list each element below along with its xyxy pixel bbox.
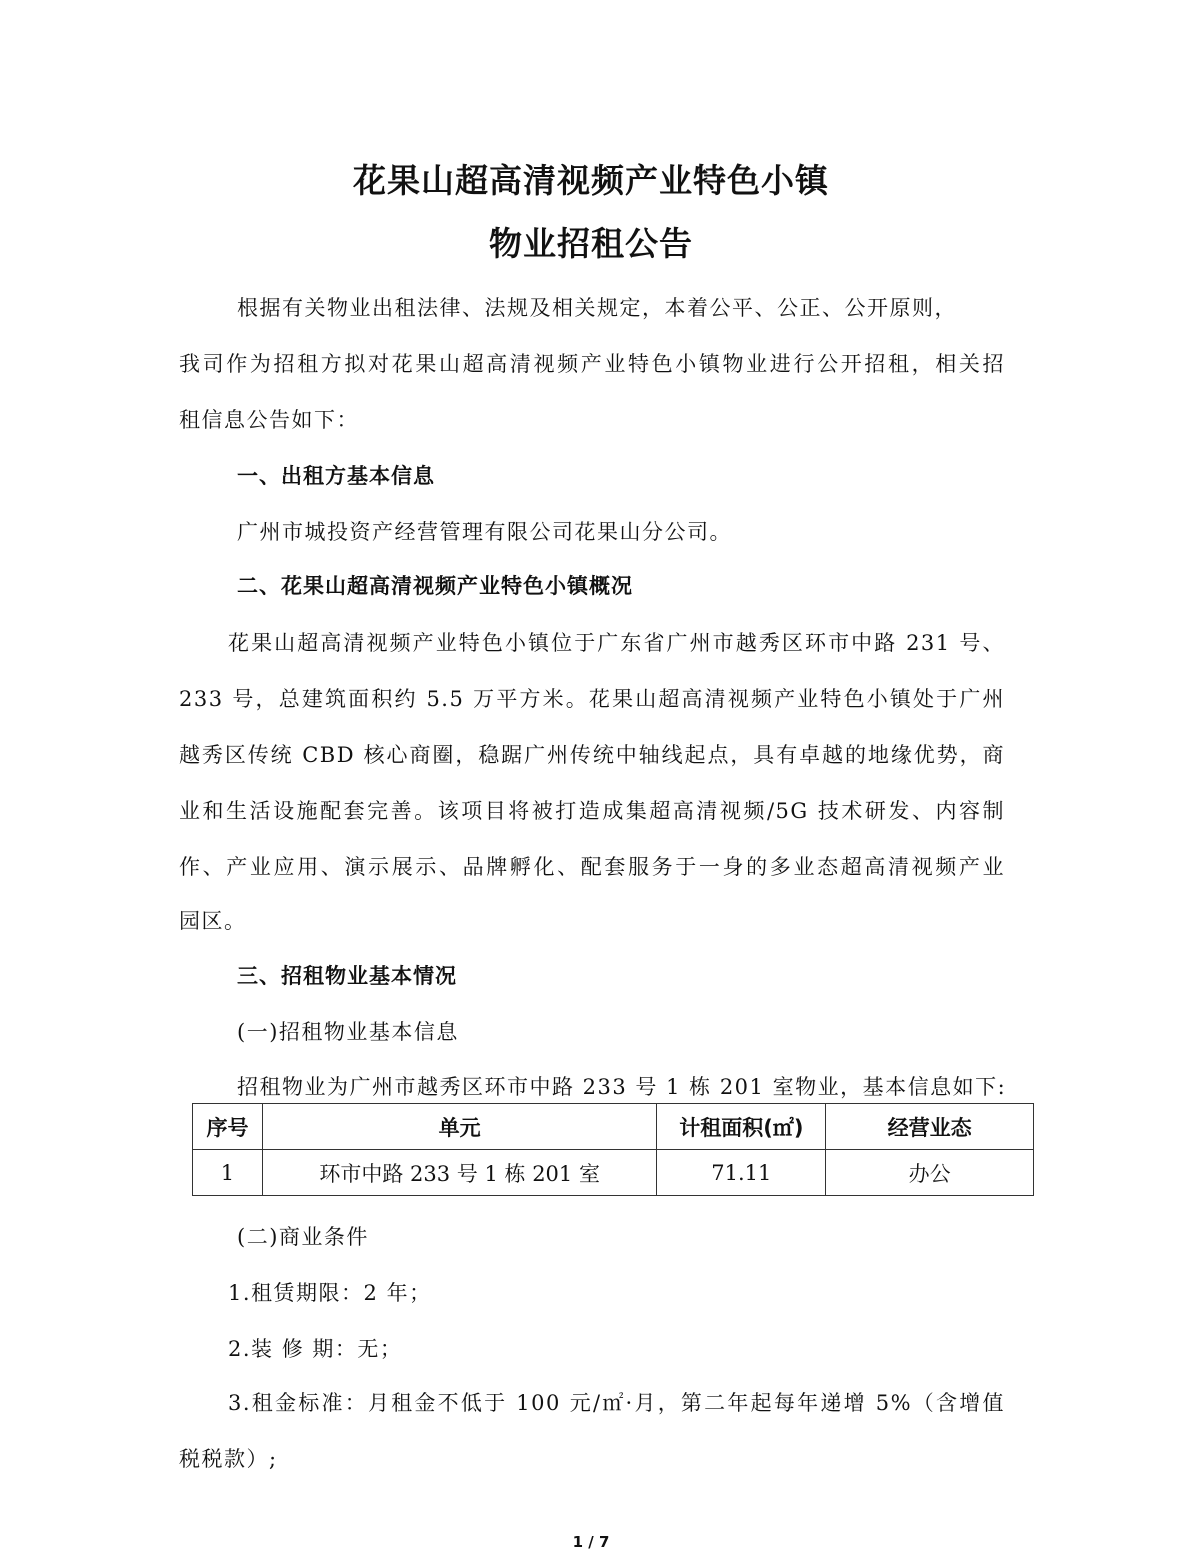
section3-sub1: (一)招租物业基本信息 xyxy=(237,1020,459,1044)
condition-item-1: 1.租赁期限：2 年； xyxy=(228,1281,432,1305)
table-header-row xyxy=(193,1104,1034,1150)
page-number: 1 / 7 xyxy=(572,1533,610,1551)
intro-line-1: 根据有关物业出租法律、法规及相关规定，本着公平、公正、公开原则， xyxy=(237,296,957,320)
section2-line-3: 越秀区传统 CBD 核心商圈，稳踞广州传统中轴线起点，具有卓越的地缘优势，商 xyxy=(179,743,1005,767)
condition-item-3: 3.租金标准：月租金不低于 100 元/㎡·月，第二年起每年递增 5%（含增值 xyxy=(228,1391,1005,1415)
section1-text: 广州市城投资产经营管理有限公司花果山分公司。 xyxy=(237,520,732,544)
doc-title-line1: 花果山超高清视频产业特色小镇 xyxy=(353,161,829,200)
table-header-cell: 单元 xyxy=(262,1104,656,1150)
section2-line-6: 园区。 xyxy=(179,909,247,933)
table-row xyxy=(193,1150,1034,1196)
doc-title-line2: 物业招租公告 xyxy=(489,224,693,263)
section2-line-5: 作、产业应用、演示展示、品牌孵化、配套服务于一身的多业态超高清视频产业 xyxy=(179,855,1005,879)
section2-line-2: 233 号，总建筑面积约 5.5 万平方米。花果山超高清视频产业特色小镇处于广州 xyxy=(179,687,1005,711)
section3-sub2: (二)商业条件 xyxy=(237,1225,369,1249)
table-cell-usage: 办公 xyxy=(826,1150,1034,1196)
table-header-cell: 计租面积(㎡) xyxy=(657,1104,826,1150)
table-cell-unit: 环市中路 233 号 1 栋 201 室 xyxy=(262,1150,656,1196)
table-cell-area: 71.11 xyxy=(657,1150,826,1196)
section3-sub1-text: 招租物业为广州市越秀区环市中路 233 号 1 栋 201 室物业，基本信息如下: xyxy=(237,1075,1007,1099)
condition-item-2: 2.装 修 期：无； xyxy=(228,1337,403,1361)
section2-heading: 二、花果山超高清视频产业特色小镇概况 xyxy=(237,574,633,598)
intro-line-3: 租信息公告如下： xyxy=(179,408,359,432)
section2-line-4: 业和生活设施配套完善。该项目将被打造成集超高清视频/5G 技术研发、内容制 xyxy=(179,799,1005,823)
table-cell-index: 1 xyxy=(193,1150,263,1196)
intro-line-2: 我司作为招租方拟对花果山超高清视频产业特色小镇物业进行公开招租，相关招 xyxy=(179,352,1005,376)
section1-heading: 一、出租方基本信息 xyxy=(237,464,435,488)
table-header-cell: 序号 xyxy=(193,1104,263,1150)
section2-line-1: 花果山超高清视频产业特色小镇位于广东省广州市越秀区环市中路 231 号、 xyxy=(228,631,1005,655)
condition-item-3-cont: 税税款）; xyxy=(179,1447,278,1471)
table-header-cell: 经营业态 xyxy=(826,1104,1034,1150)
section3-heading: 三、招租物业基本情况 xyxy=(237,964,457,988)
property-table xyxy=(192,1103,1034,1196)
